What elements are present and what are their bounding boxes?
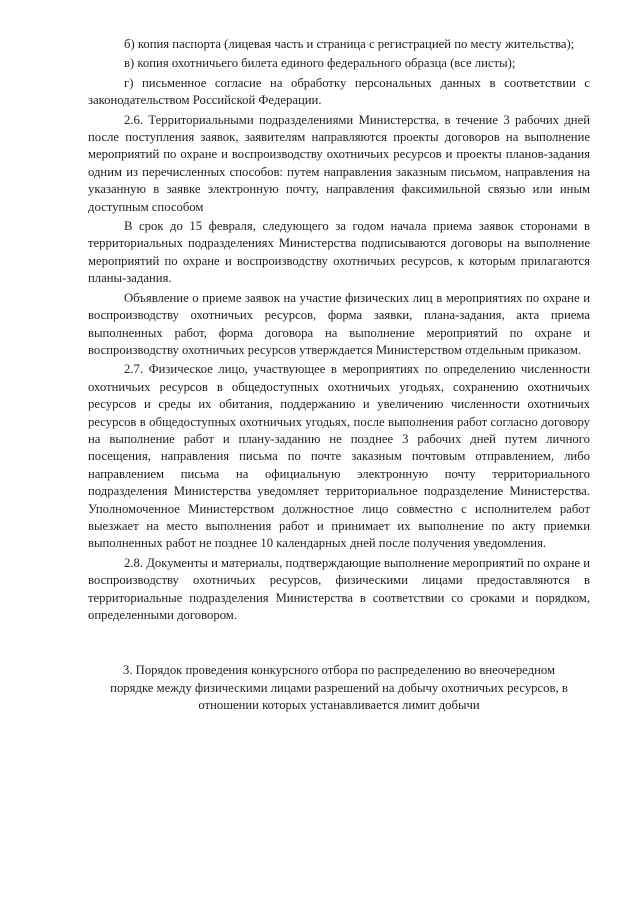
paragraph-hunting-ticket-copy: в) копия охотничьего билета единого федерального образца (все листы); — [124, 56, 516, 71]
paragraph-2-6: 2.6. Территориальными подразделениями Министерства, в течение 3 рабочих дней после поступления заявок, заявителям направляются проекты договоров на выполнение мероприятий по охране и воспроизводству охотничьих ресурсов и проекты планов-задания одним из перечисленных способов: путем направления заказным письмом, направления на указанную в заявке электронную почту, направления факсимильной связью или иным доступным способом — [88, 112, 590, 214]
section-heading: 3. Порядок проведения конкурсного отбора по распределению во внеочередном порядке между физическими лицами разрешений на добычу охотничьих ресурсов, в отношении которых устанавливается лимит добычи — [110, 663, 568, 713]
paragraph-consent: г) письменное согласие на обработку персональных данных в соответствии с законодательством Российской Федерации. — [88, 75, 590, 108]
paragraph-2-8: 2.8. Документы и материалы, подтверждающие выполнение мероприятий по охране и воспроизводству охотничьих ресурсов, физическими лицами предоставляются в территориальные подразделения Министерства в соответствии со сроками и порядком, определенными договором. — [88, 555, 590, 622]
document-page — [88, 36, 590, 715]
paragraph-2-7: 2.7. Физическое лицо, участвующее в мероприятиях по определению численности охотничьих ресурсов в общедоступных охотничьих угодьях, сохранению охотничьих ресурсов и среды их обитания, поддержанию и увеличению численности охотничьих ресурсов в общедоступных охотничьих угодьях, после выполнения работ согласно договору на выполнение работ и плану-заданию не позднее 3 рабочих дней путем личного посещения, направления письма по почте заказным почтовым отправлением, либо направлением письма на официальную электронную почту территориального подразделения Министерства уведомляет территориальное подразделение Министерства. Уполномоченное Министерством должностное лицо совместно с исполнителем работ выезжает на место выполнения работ и принимает их выполнение по акту приемки выполненных работ не позднее 10 календарных дней после получения уведомления. — [88, 362, 590, 551]
paragraph-deadline: В срок до 15 февраля, следующего за годом начала приема заявок сторонами в территориальных подразделениях Министерства подписываются договоры на выполнение мероприятий по охране и воспроизводству охотничьих ресурсов, к которым прилагаются планы-задания. — [88, 219, 590, 286]
paragraph-passport-copy: б) копия паспорта (лицевая часть и страница с регистрацией по месту жительства); — [124, 37, 575, 51]
paragraph-announcement: Объявление о приеме заявок на участие физических лиц в мероприятиях по охране и воспроизводству охотничьих ресурсов, форма заявки, плана-задания, акта приема выполненных работ, форма договора на выполнение мероприятий по охране и воспроизводству охотничьих ресурсов утверждается Министерством отдельным приказом. — [88, 290, 590, 357]
